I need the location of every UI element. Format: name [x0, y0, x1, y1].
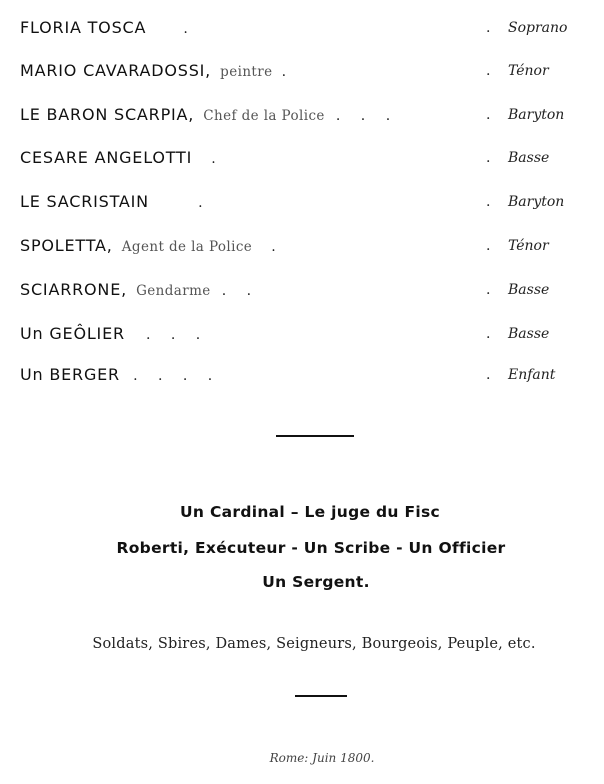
character-name: SPOLETTA,: [20, 236, 113, 255]
voice-type: Basse: [508, 150, 550, 166]
voice-type: Basse: [508, 282, 550, 298]
cast-row: [20, 277, 590, 303]
character-name: LE BARON SCARPIA,: [20, 105, 195, 124]
cast-row: [20, 102, 590, 128]
character-description: Agent de la Police: [121, 239, 253, 255]
leader-dots: .: [281, 64, 295, 80]
character-name: MARIO CAVARADOSSI,: [20, 61, 212, 80]
cast-row: [20, 362, 590, 388]
voice-type: Soprano: [508, 20, 568, 36]
voice-separator: .: [486, 107, 491, 123]
cast-row: [20, 189, 590, 215]
character-name: SCIARRONE,: [20, 280, 127, 299]
character-description: Gendarme: [136, 283, 211, 299]
extras-line-1: Un Cardinal – Le juge du Fisc: [180, 503, 440, 521]
extras-line-2: Roberti, Exécuteur - Un Scribe - Un Officier: [116, 539, 506, 557]
voice-type: Ténor: [508, 238, 549, 254]
cast-row: [20, 233, 590, 259]
character-description: Chef de la Police: [203, 108, 325, 124]
voice-separator: .: [486, 282, 491, 298]
voice-separator: .: [486, 326, 491, 342]
leader-dots: .: [271, 239, 284, 255]
voice-separator: .: [486, 194, 491, 210]
voice-separator: .: [486, 238, 491, 254]
voice-type: Baryton: [508, 194, 565, 210]
cast-row: [20, 58, 590, 84]
section-divider: [276, 435, 354, 437]
leader-dots: .: [183, 21, 196, 37]
voice-separator: .: [486, 63, 491, 79]
character-description: peintre: [220, 64, 273, 80]
voice-separator: .: [486, 367, 491, 383]
cast-row: [20, 145, 590, 171]
leader-dots: .: [211, 151, 224, 167]
voice-type: Basse: [508, 326, 550, 342]
character-name: Un BERGER: [20, 365, 120, 384]
chorus-line: Soldats, Sbires, Dames, Seigneurs, Bourgeois, Peuple, etc.: [92, 636, 536, 652]
cast-row: [20, 15, 590, 41]
leader-dots: . . . .: [133, 368, 221, 384]
character-name: Un GEÔLIER: [20, 324, 125, 343]
voice-type: Ténor: [508, 63, 549, 79]
character-name: CESARE ANGELOTTI: [20, 148, 193, 167]
cast-row: [20, 321, 590, 347]
character-name: LE SACRISTAIN: [20, 192, 149, 211]
extras-line-3: Un Sergent.: [262, 573, 370, 591]
voice-separator: .: [486, 150, 491, 166]
voice-type: Enfant: [508, 367, 556, 383]
character-name: FLORIA TOSCA: [20, 18, 147, 37]
leader-dots: . .: [221, 283, 260, 299]
voice-separator: .: [486, 20, 491, 36]
section-divider: [295, 695, 347, 697]
leader-dots: . . .: [146, 327, 209, 343]
setting-line: Rome: Juin 1800.: [269, 751, 375, 765]
leader-dots: . . .: [335, 108, 399, 124]
leader-dots: .: [198, 195, 211, 211]
voice-type: Baryton: [508, 107, 565, 123]
